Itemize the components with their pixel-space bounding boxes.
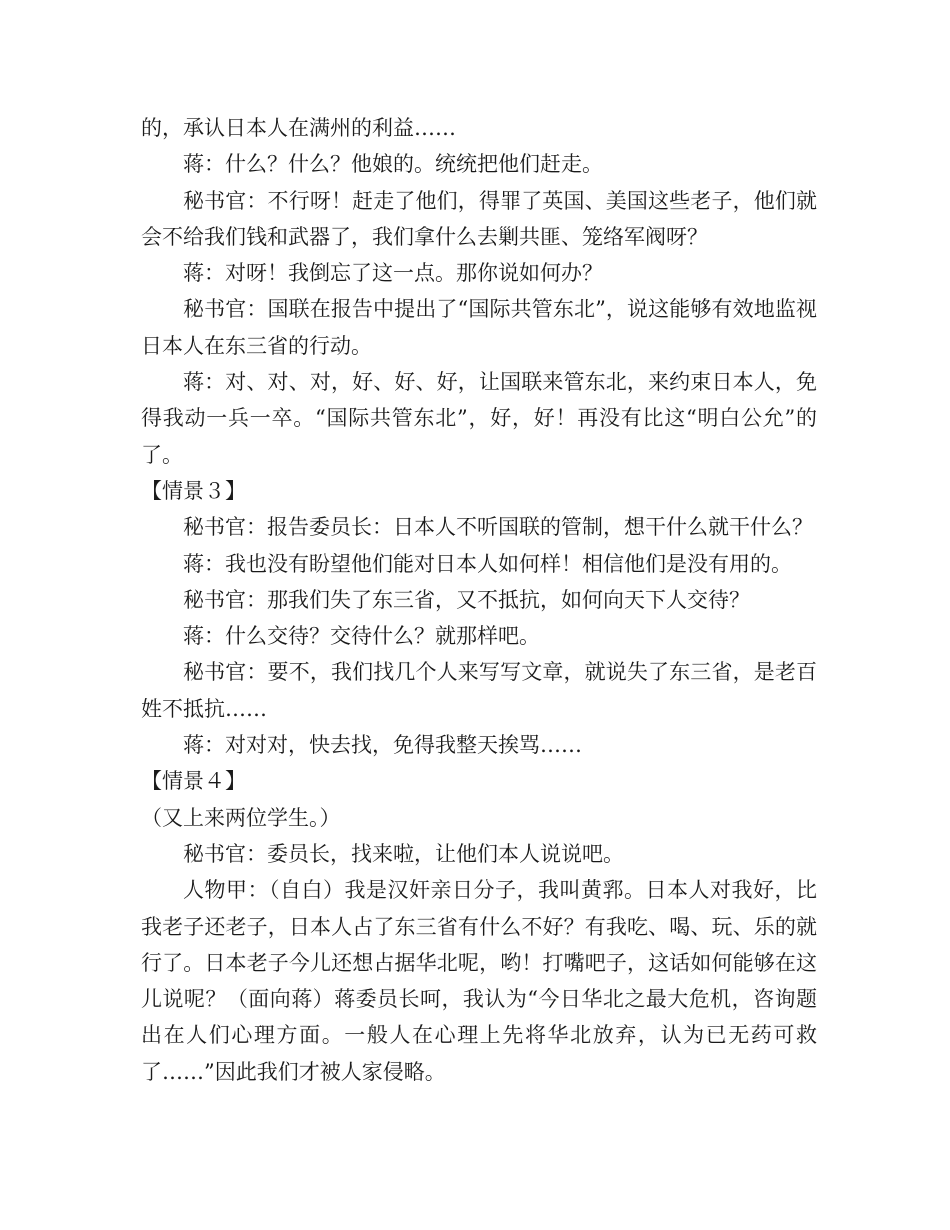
- paragraph: 秘书官：那我们失了东三省，又不抵抗，如何向天下人交待？: [183, 587, 750, 612]
- paragraph: 蒋：什么交待？交待什么？就那样吧。: [183, 624, 540, 649]
- paragraph: 秘书官：不行呀！赶走了他们，得罪了英国、美国这些老子，他们就会不给我们钱和武器了，我们拿什么去剿共匪、笼络军阀呀？: [141, 188, 817, 249]
- paragraph: 的，承认日本人在满州的利益……: [141, 116, 456, 140]
- paragraph: 蒋：对、对、对，好、好、好，让国联来管东北，来约束日本人，免得我动一兵一卒。“国际共管东北”，好，好！再没有比这“明白公允”的了。: [141, 370, 817, 467]
- paragraph: 人物甲：（自白）我是汉奸亲日分子，我叫黄郛。日本人对我好，比我老子还老子，日本人占了东三省有什么不好？有我吃、喝、玩、乐的就行了。日本老子今儿还想占据华北呢，哟！打嘴吧子，这话如何能够在这儿说呢？（面向蒋）蒋委员长呵，我认为“今日华北之最大危机，咨询题出在人们心理方面。一般人在心理上先将华北放弃，认为已无药可救了……”因此我们才被人家侵略。: [141, 878, 817, 1084]
- paragraph: 蒋：我也没有盼望他们能对日本人如何样！相信他们是没有用的。: [183, 551, 792, 576]
- paragraph: 秘书官：要不，我们找几个人来写写文章，就说失了东三省，是老百姓不抵抗……: [141, 660, 817, 721]
- scene-heading: 【情景３】: [141, 478, 246, 503]
- scene-heading: 【情景４】: [141, 769, 246, 794]
- stage-direction: （又上来两位学生。）: [141, 805, 341, 830]
- paragraph: 蒋：对呀！我倒忘了这一点。那你说如何办？: [183, 261, 603, 286]
- paragraph: 蒋：对对对，快去找，免得我整天挨骂……: [183, 733, 582, 758]
- paragraph: 蒋：什么？什么？他娘的。统统把他们赶走。: [183, 152, 603, 177]
- paragraph: 秘书官：国联在报告中提出了“国际共管东北”，说这能够有效地监视日本人在东三省的行动。: [141, 297, 817, 358]
- document-body: [141, 110, 817, 1090]
- paragraph: 秘书官：委员长，找来啦，让他们本人说说吧。: [183, 841, 624, 866]
- paragraph: 秘书官：报告委员长：日本人不听国联的管制，想干什么就干什么？: [183, 515, 813, 540]
